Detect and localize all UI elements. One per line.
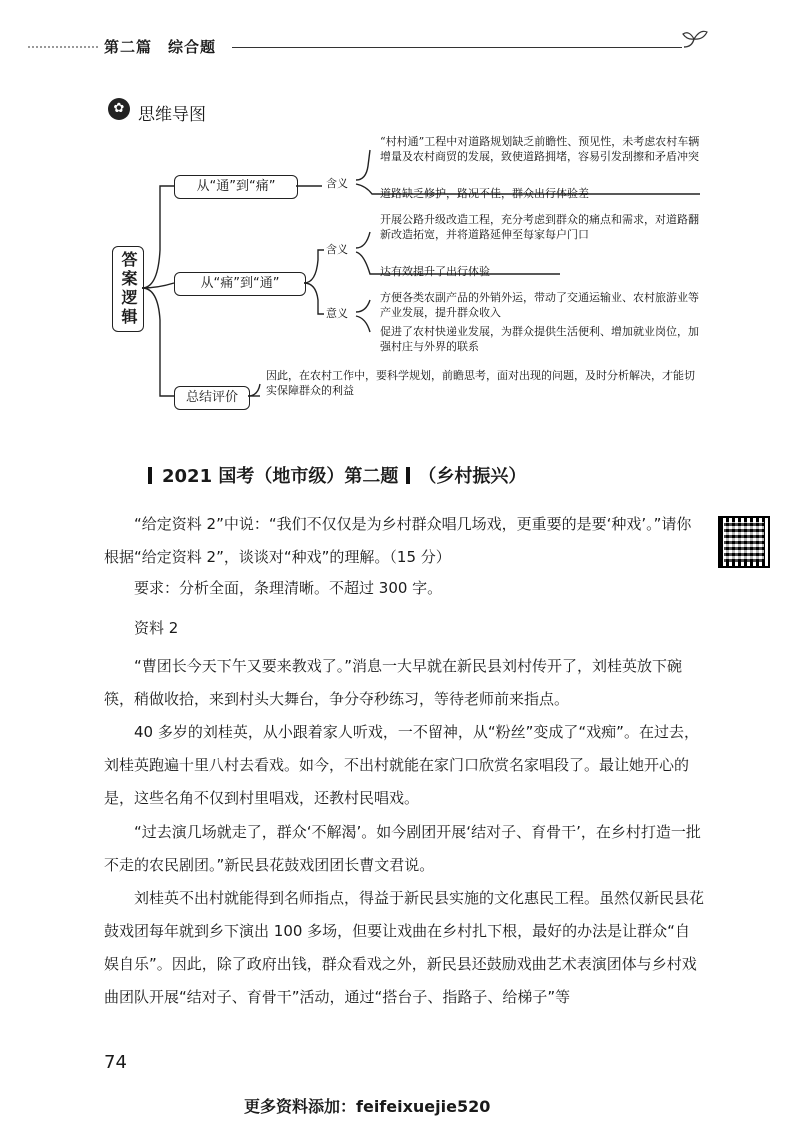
leaf-text: 方便各类农副产品的外销外运，带动了交通运输业、农村旅游业等产业发展，提升群众收入 <box>380 291 699 319</box>
branch-tong-to-tong: 从“通”到“痛” <box>174 175 298 199</box>
material-paragraph: “曹团长今天下午又要来教戏了。”消息一大早就在新民县刘村传开了，刘桂英放下碗筷，稍做收拾，来到村头大舞台，争分夺秒练习，等待老师前来指点。 <box>104 657 683 708</box>
section-title: 第二篇 综合题 <box>104 38 217 56</box>
material-paragraph: “过去演几场就走了，群众‘不解渴’。如今剧团开展‘结对子、育骨干’，在乡村打造一批不走的农民剧团。”新民县花鼓戏团团长曹文君说。 <box>104 823 701 874</box>
leaf-text: 开展公路升级改造工程，充分考虑到群众的痛点和需求，对道路翻新改造拓宽，并将道路延伸至每家每户门口 <box>380 213 699 241</box>
mindmap-root: 答案逻辑 <box>112 246 144 332</box>
mindmap-title: 思维导图 <box>138 105 206 125</box>
question-title: 2021 国考（地市级）第二题 （乡村振兴） <box>148 462 526 488</box>
material-paragraph: 刘桂英不出村就能得到名师指点，得益于新民县实施的文化惠民工程。虽然仅新民县花鼓戏团每年就到乡下演出 100 多场，但要让戏曲在乡村扎下根，最好的办法是让群众“自娱自乐”。因此，除了政府出钱，群众看戏之外，新民县还鼓励戏曲艺术表演团体与乡村戏曲团队开展“结对子、育骨干”活动，通过“搭台子、指路子、给梯子”等 <box>104 889 705 1006</box>
title-bar <box>148 467 152 484</box>
leaf-text: “村村通”工程中对道路规划缺乏前瞻性、预见性，未考虑农村车辆增量及农村商贸的发展，致使道路拥堵，容易引发刮擦和矛盾冲突 <box>380 135 700 163</box>
question-prompt: “给定资料 2”中说：“我们不仅仅是为乡村群众唱几场戏，更重要的是要‘种戏’。”请你根据“给定资料 2”，谈谈对“种戏”的理解。（15 分） <box>104 515 692 566</box>
leaf-text: 道路缺乏修护，路况不佳，群众出行体验差 <box>380 187 589 200</box>
leaf-text: 促进了农村快递业发展，为群众提供生活便利、增加就业岗位，加强村庄与外界的联系 <box>380 325 699 353</box>
flower-icon: ✿ <box>108 98 130 120</box>
sub-significance: 意义 <box>326 307 348 320</box>
leaf-text: 达有效提升了出行体验 <box>380 265 490 278</box>
branch-summary: 总结评价 <box>174 386 250 410</box>
question-requirement: 要求：分析全面，条理清晰。不超过 300 字。 <box>134 579 443 597</box>
footer-note: 更多资料添加：feifeixuejie520 <box>244 1097 491 1116</box>
material-label: 资料 2 <box>134 619 179 637</box>
qr-code[interactable] <box>718 516 770 568</box>
branch-tong-to-tong-2: 从“痛”到“通” <box>174 272 306 296</box>
sub-meaning-2: 含义 <box>326 243 348 256</box>
leaf-text: 因此，在农村工作中，要科学规划，前瞻思考，面对出现的问题，及时分析解决，才能切实保障群众的利益 <box>266 369 695 397</box>
page-number: 74 <box>104 1052 127 1073</box>
title-bar <box>406 467 410 484</box>
sub-meaning-1: 含义 <box>326 177 348 190</box>
material-paragraph: 40 多岁的刘桂英，从小跟着家人听戏，一不留神，从“粉丝”变成了“戏痴”。在过去，刘桂英跑遍十里八村去看戏。如今，不出村就能在家门口欣赏名家唱段了。最让她开心的是，这些名角不仅到村里唱戏，还教村民唱戏。 <box>104 723 699 807</box>
